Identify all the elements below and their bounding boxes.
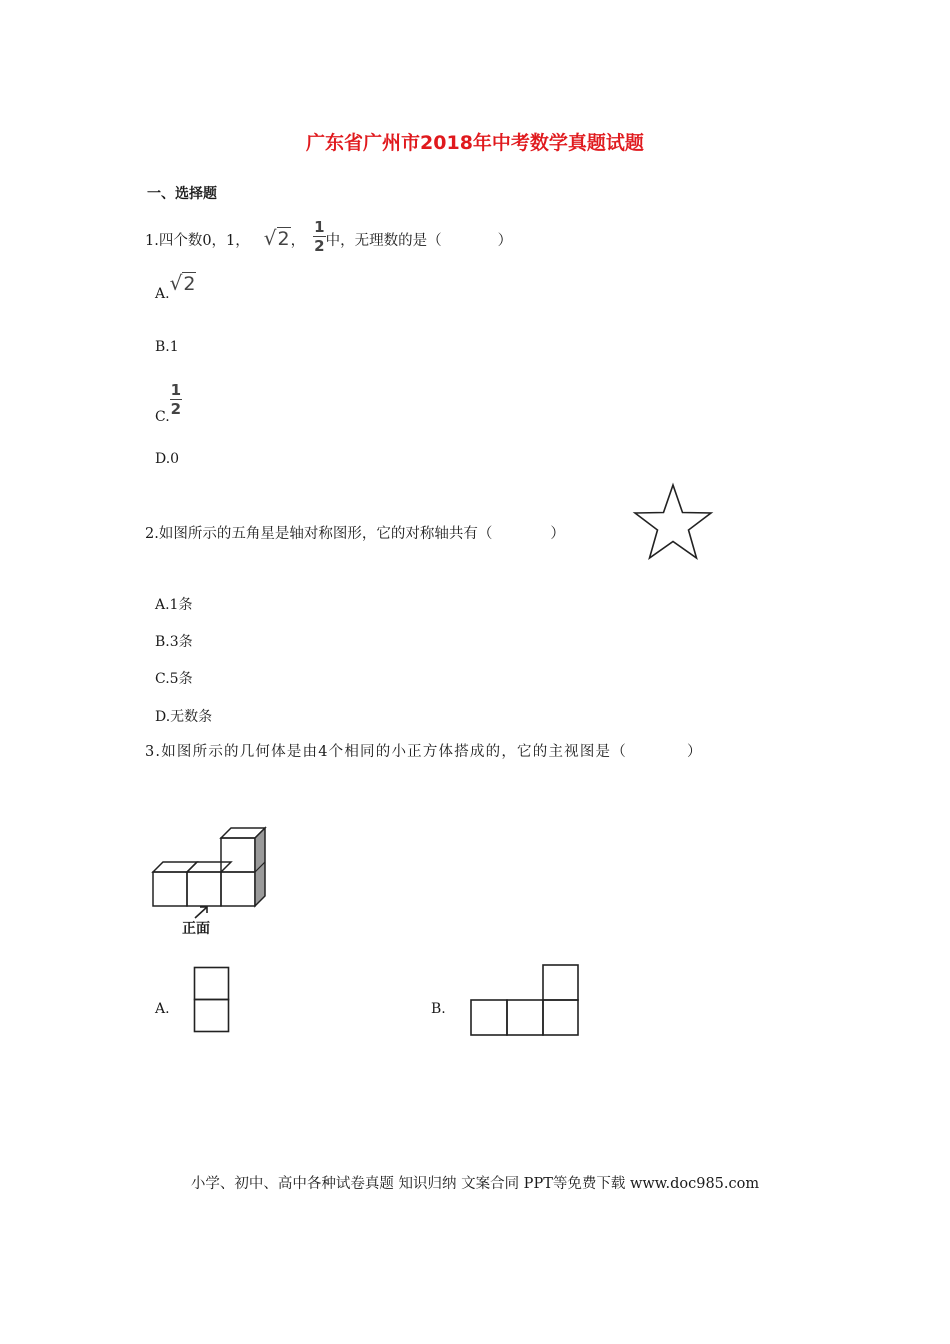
question-1-close-paren: ） — [497, 233, 513, 249]
q3-option-b-label: B. — [431, 1001, 446, 1017]
sqrt-2-symbol: √2 — [263, 226, 290, 250]
q1-option-a: A.√2 — [155, 271, 196, 302]
question-1 — [145, 218, 513, 258]
question-3: 3.如图所示的几何体是由4个相同的小正方体搭成的，它的主视图是（ ） — [145, 744, 703, 760]
q1-option-c: C. $\frac{1}{2}$ — [155, 381, 182, 425]
q1-option-b: B.1 — [155, 339, 179, 355]
cube-stack-figure — [148, 824, 278, 914]
q1-option-d: D.0 — [155, 451, 180, 467]
one-half-fraction: $\frac{1}{2}$ — [314, 218, 325, 255]
front-view-label: 正面 — [182, 921, 210, 937]
question-1-prefix: 1.四个数0，1， — [145, 233, 250, 249]
q3-option-a-figure — [193, 966, 231, 1034]
q2-option-a: A.1条 — [155, 597, 193, 613]
q2-option-d: D.无数条 — [155, 709, 213, 725]
q2-option-c: C.5条 — [155, 671, 193, 687]
section-heading: 一、选择题 — [147, 186, 217, 202]
question-1-suffix: 中，无理数的是（ — [325, 233, 442, 249]
q3-option-b-figure — [468, 963, 582, 1037]
q3-option-a-label: A. — [155, 1001, 170, 1017]
question-1-separator: ， — [290, 233, 306, 249]
five-pointed-star-figure — [628, 482, 718, 564]
option-c-fraction: $\frac{1}{2}$ — [170, 381, 182, 418]
q2-option-b: B.3条 — [155, 634, 193, 650]
question-2: 2.如图所示的五角星是轴对称图形，它的对称轴共有（ ） — [145, 526, 565, 542]
option-a-sqrt-symbol: √2 — [169, 271, 196, 295]
page-title: 广东省广州市2018年中考数学真题试题 — [306, 132, 644, 154]
page-footer: 小学、初中、高中各种试卷真题 知识归纳 文案合同 PPT等免费下载 www.doc985.com — [190, 1176, 760, 1192]
